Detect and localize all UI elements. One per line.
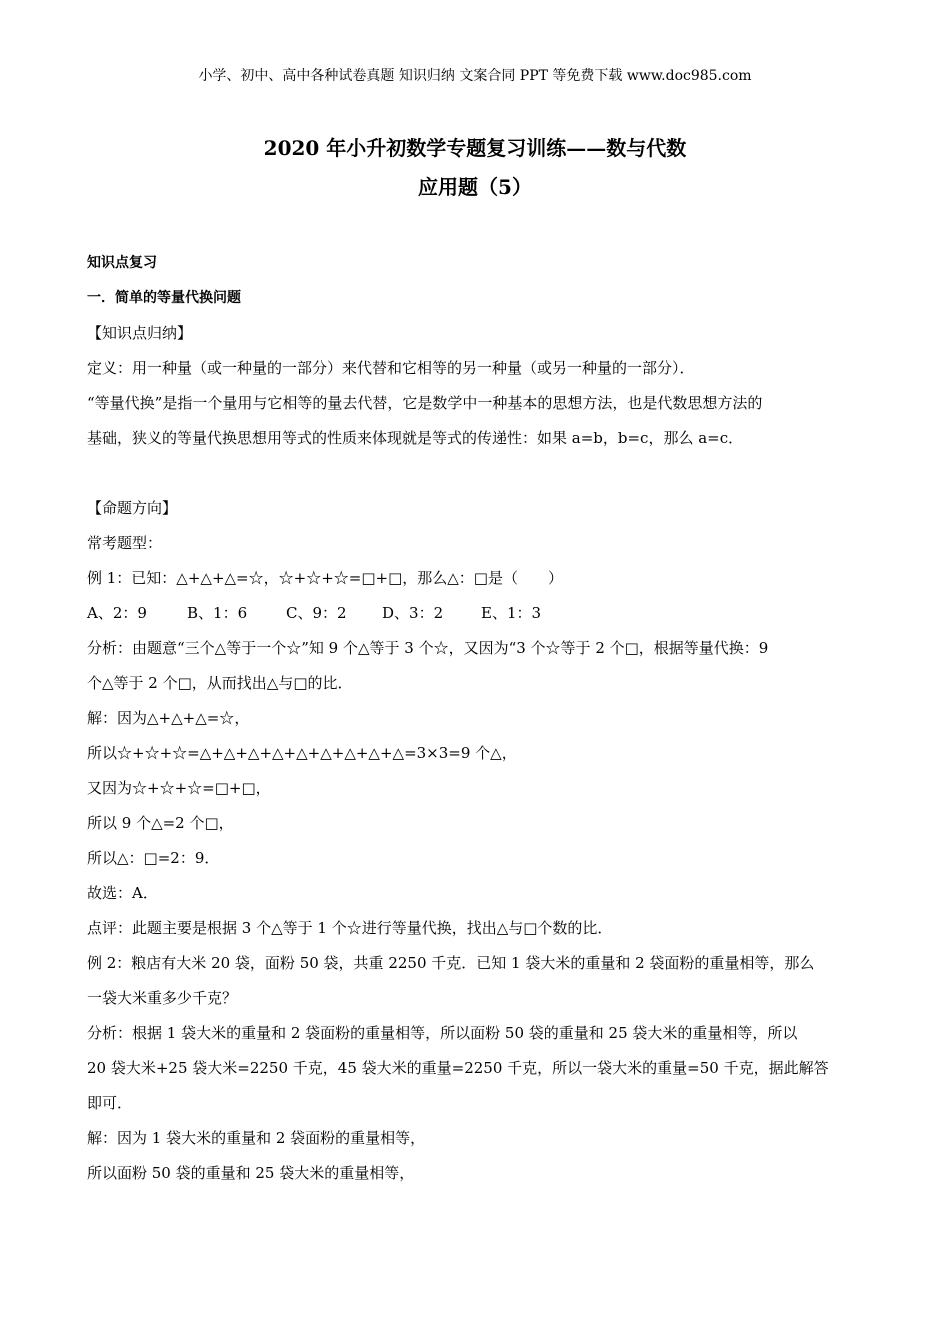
example1-line: 又因为☆+☆+☆=□+□， — [87, 779, 271, 797]
example1-line: 分析：由题意“三个△等于一个☆”知 9 个△等于 3 个☆，又因为“3 个☆等于 2 个□，根据等量代换：9 — [87, 639, 769, 657]
example1-line: 解：因为△+△+△=☆， — [87, 709, 250, 727]
direction-label: 【命题方向】 — [87, 499, 178, 517]
example1-line: 个△等于 2 个□，从而找出△与□的比． — [87, 674, 353, 692]
definition-paragraph: 定义：用一种量（或一种量的一部分）来代替和它相等的另一种量（或另一种量的一部分）． — [87, 359, 695, 377]
example1-line: 所以△：□=2：9． — [87, 849, 220, 867]
subsection-heading: 一．简单的等量代换问题 — [87, 290, 241, 306]
knowledge-label: 【知识点归纳】 — [87, 324, 193, 342]
example2-line: 解：因为 1 袋大米的重量和 2 袋面粉的重量相等， — [87, 1129, 426, 1147]
example2-line: 20 袋大米+25 袋大米=2250 千克，45 袋大米的重量=2250 千克，所以一袋大米的重量=50 千克，据此解答 — [87, 1059, 829, 1077]
document-title: 2020 年小升初数学专题复习训练——数与代数 — [263, 136, 687, 160]
page-header-banner: 小学、初中、高中各种试卷真题 知识归纳 文案合同 PPT 等免费下载 www.doc985.com — [198, 68, 752, 84]
common-types-label: 常考题型： — [87, 534, 163, 552]
example2-line: 分析：根据 1 袋大米的重量和 2 袋面粉的重量相等，所以面粉 50 袋的重量和 25 袋大米的重量相等，所以 — [87, 1024, 798, 1042]
option-a: A、2：9 — [87, 604, 147, 622]
example1-line: 所以☆+☆+☆=△+△+△+△+△+△+△+△+△=3×3=9 个△， — [87, 744, 517, 762]
example1-line: 点评：此题主要是根据 3 个△等于 1 个☆进行等量代换，找出△与□个数的比． — [87, 919, 613, 937]
option-b: B、1：6 — [187, 604, 248, 622]
example1-line: 所以 9 个△=2 个□， — [87, 814, 234, 832]
option-c: C、9：2 — [286, 604, 347, 622]
example1-options — [87, 596, 865, 631]
explanation-line: “等量代换”是指一个量用与它相等的量去代替，它是数学中一种基本的思想方法，也是代数思想方法的 — [87, 394, 763, 412]
example2-line: 例 2：粮店有大米 20 袋，面粉 50 袋，共重 2250 千克．已知 1 袋大米的重量和 2 袋面粉的重量相等，那么 — [87, 954, 815, 972]
section-heading: 知识点复习 — [87, 255, 157, 271]
explanation-line: 基础，狭义的等量代换思想用等式的性质来体现就是等式的传递性：如果 a=b，b=c，那么 a=c． — [87, 429, 744, 447]
example2-line: 即可． — [87, 1094, 133, 1112]
option-d: D、3：2 — [382, 604, 444, 622]
example1-question: 例 1：已知：△+△+△=☆，☆+☆+☆=□+□，那么△：□是（ ） — [87, 569, 563, 587]
example2-line: 所以面粉 50 袋的重量和 25 袋大米的重量相等， — [87, 1164, 415, 1182]
example1-line: 故选：A． — [87, 884, 158, 902]
paragraph-gap — [87, 456, 865, 491]
document-body — [87, 246, 865, 1191]
option-e: E、1：3 — [481, 604, 542, 622]
example2-line: 一袋大米重多少千克？ — [87, 989, 238, 1007]
document-subtitle: 应用题（5） — [418, 175, 532, 199]
